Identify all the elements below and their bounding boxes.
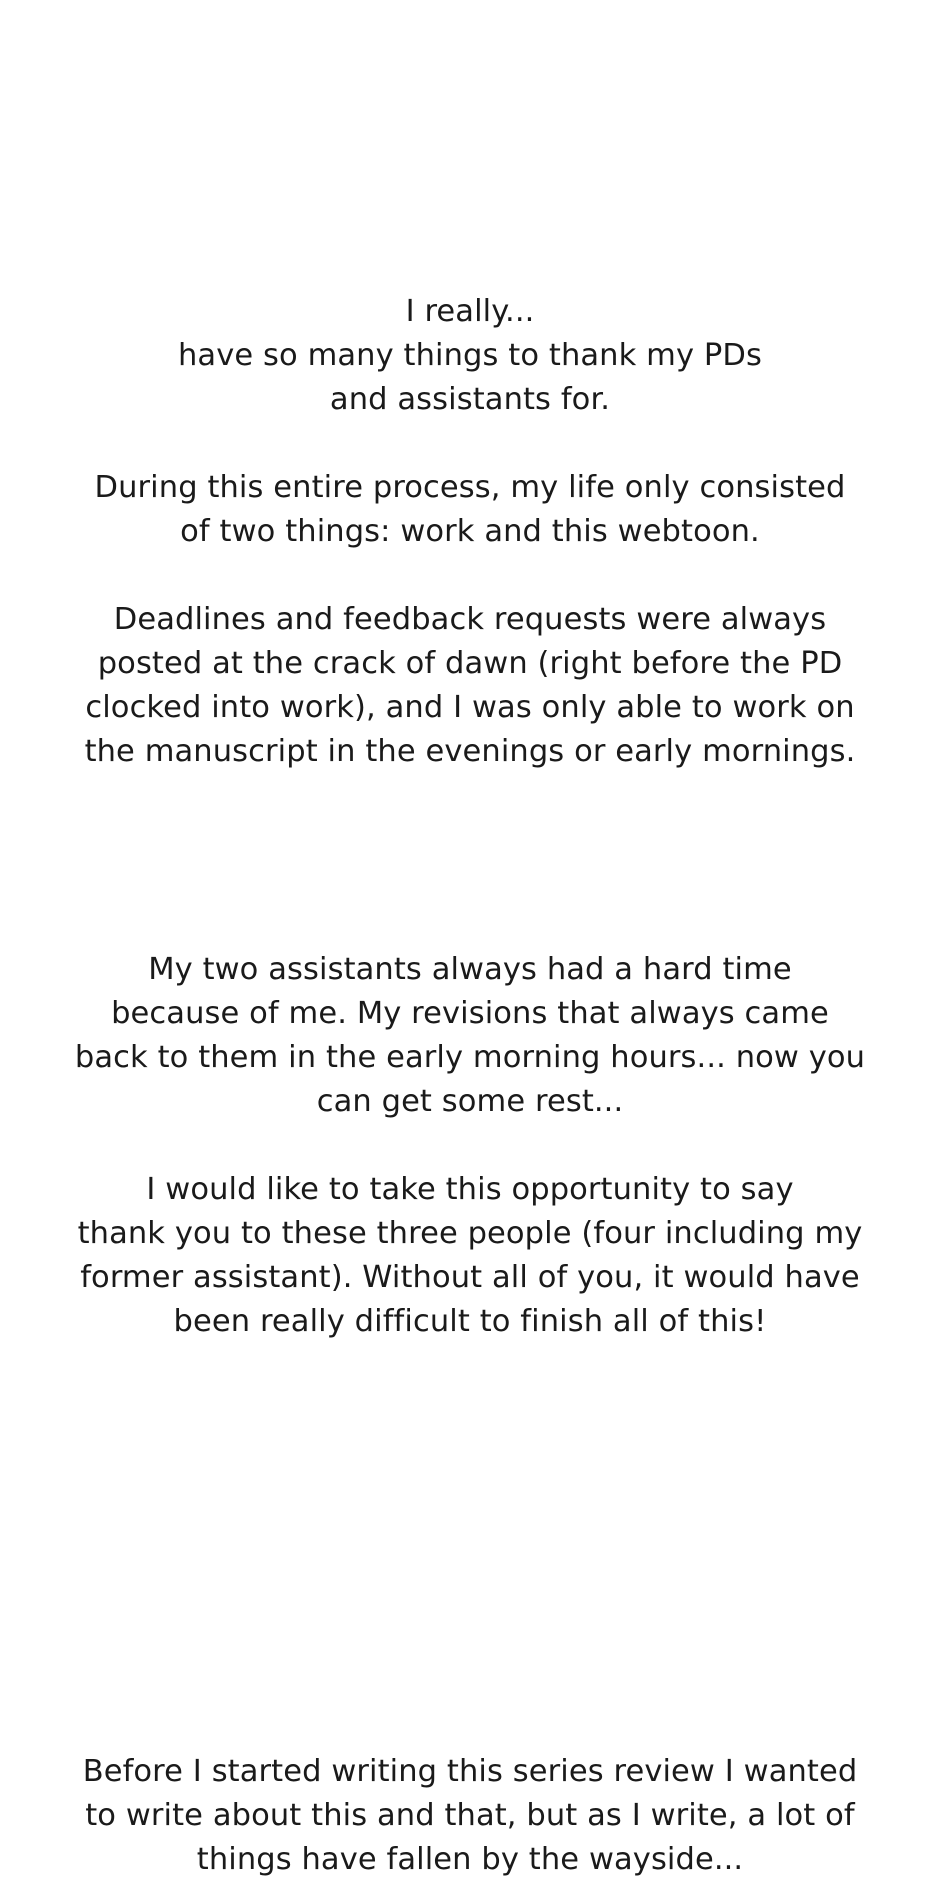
paragraph-gap [0, 422, 940, 466]
text-line: I really... [405, 294, 535, 329]
text-line: During this entire process, my life only consisted [94, 470, 846, 505]
text-line: the manuscript in the evenings or early mornings. [84, 734, 856, 769]
text-line: have so many things to thank my PDs [178, 338, 762, 373]
paragraph-gap [0, 554, 940, 598]
paragraph-gap [0, 1124, 940, 1168]
text-line: been really difficult to finish all of this! [173, 1304, 767, 1339]
text-line: thank you to these three people (four including my [77, 1216, 863, 1251]
text-block-thanks-assistants [0, 948, 940, 1344]
text-line: back to them in the early morning hours... now you [74, 1040, 866, 1075]
text-line: of two things: work and this webtoon. [180, 514, 760, 549]
text-line: and assistants for. [329, 382, 611, 417]
text-line: clocked into work), and I was only able to work on [85, 690, 855, 725]
text-block-series-review [0, 1750, 940, 1882]
text-line: Deadlines and feedback requests were always [113, 602, 827, 637]
text-line: former assistant). Without all of you, it would have [80, 1260, 860, 1295]
text-line: to write about this and that, but as I write, a lot of [85, 1798, 855, 1833]
text-line: Before I started writing this series review I wanted [82, 1754, 858, 1789]
text-line: because of me. My revisions that always came [111, 996, 829, 1031]
text-block-thanks-pds [0, 290, 940, 774]
text-line: posted at the crack of dawn (right before the PD [97, 646, 843, 681]
text-line: things have fallen by the wayside... [196, 1842, 744, 1877]
text-line: can get some rest... [316, 1084, 624, 1119]
text-line: My two assistants always had a hard time [148, 952, 792, 987]
text-line: I would like to take this opportunity to say [146, 1172, 794, 1207]
